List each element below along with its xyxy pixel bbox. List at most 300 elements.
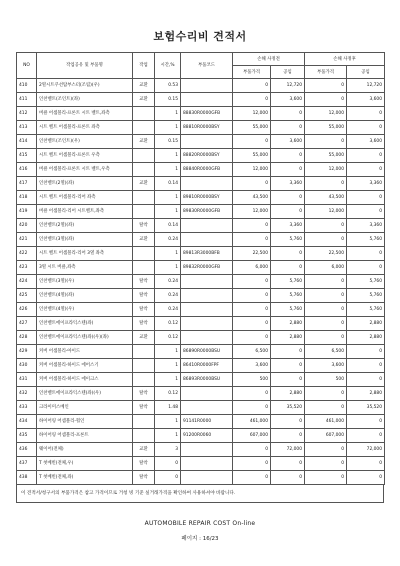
table-cell-l1: 12,720 [271, 79, 305, 93]
table-cell-wt: 0.14 [155, 219, 181, 233]
table-row [17, 205, 385, 219]
table-cell-work: T 첫베빈(전체,좌) [37, 471, 133, 485]
table-cell-no: 415 [17, 149, 37, 163]
table-cell-no: 437 [17, 457, 37, 471]
table-cell-work: 시트 벨트 어셈블리-리어 3열 좌측 [37, 247, 133, 261]
table-cell-work: 인찬벨트(4열)(우) [37, 303, 133, 317]
table-cell-p1: 0 [233, 317, 271, 331]
header-method: 작업 [133, 53, 155, 79]
table-cell-code: 88810R0000BSY [181, 121, 233, 135]
table-cell-no: 413 [17, 121, 37, 135]
table-row [17, 415, 385, 429]
table-cell-code [181, 177, 233, 191]
table-cell-l1: 0 [271, 345, 305, 359]
table-cell-l2: 12,720 [347, 79, 385, 93]
table-cell-p1: 0 [233, 331, 271, 345]
table-cell-method [133, 205, 155, 219]
table-cell-method [133, 429, 155, 443]
table-cell-p1: 22,500 [233, 247, 271, 261]
table-cell-wt: 0 [155, 457, 181, 471]
table-row [17, 359, 385, 373]
table-cell-p2: 12,000 [305, 205, 347, 219]
table-cell-no: 427 [17, 317, 37, 331]
table-row [17, 121, 385, 135]
header-parts-price-after: 부품가격 [305, 66, 347, 79]
table-row [17, 219, 385, 233]
table-cell-method: 탈착 [133, 219, 155, 233]
table-row [17, 135, 385, 149]
table-cell-no: 434 [17, 415, 37, 429]
table-cell-no: 414 [17, 135, 37, 149]
table-cell-qty: 1 [155, 429, 181, 443]
table-cell-method: 탈착 [133, 275, 155, 289]
table-cell-no: 438 [17, 471, 37, 485]
table-cell-p2: 500 [305, 373, 347, 387]
table-cell-code [181, 219, 233, 233]
table-cell-method [133, 373, 155, 387]
table-cell-no: 435 [17, 429, 37, 443]
header-after-adjustment: 손해 사정후 [305, 53, 385, 66]
table-cell-code [181, 233, 233, 247]
table-row [17, 275, 385, 289]
table-cell-l2: 0 [347, 345, 385, 359]
table-cell-code: 88820R0000BSY [181, 149, 233, 163]
table-cell-work: 커버 어셈블리-아이드 [37, 345, 133, 359]
table-cell-p2: 461,000 [305, 415, 347, 429]
table-cell-no: 412 [17, 107, 37, 121]
table-row [17, 345, 385, 359]
table-row [17, 303, 385, 317]
table-cell-work: 3열 시트 버클,좌측 [37, 261, 133, 275]
table-cell-work: T 첫베빈(전체,우) [37, 457, 133, 471]
estimate-rows [17, 79, 385, 485]
table-cell-p1: 0 [233, 79, 271, 93]
table-cell-no: 430 [17, 359, 37, 373]
table-cell-p2: 0 [305, 387, 347, 401]
table-cell-p2: 0 [305, 303, 347, 317]
table-cell-code: 89830R0000GFB [181, 205, 233, 219]
table-row [17, 233, 385, 247]
table-cell-no: 421 [17, 233, 37, 247]
header-row-group [17, 53, 385, 66]
header-work: 작업공유 및 부품명 [37, 53, 133, 79]
table-cell-method [133, 345, 155, 359]
table-cell-qty: 1 [155, 345, 181, 359]
table-cell-p2: 0 [305, 443, 347, 457]
table-cell-method [133, 247, 155, 261]
table-cell-qty: 1 [155, 205, 181, 219]
table-cell-qty: 1 [155, 163, 181, 177]
table-cell-code [181, 317, 233, 331]
table-row [17, 373, 385, 387]
table-cell-l1: 0 [271, 359, 305, 373]
table-row [17, 317, 385, 331]
table-cell-work: 인찬벨트(조인트)(우) [37, 135, 133, 149]
table-cell-no: 428 [17, 331, 37, 345]
table-cell-wt: 0.15 [155, 135, 181, 149]
table-cell-p2: 43,500 [305, 191, 347, 205]
brand-footer: AUTOMOBILE REPAIR COST On-line [144, 520, 256, 527]
table-cell-l2: 0 [347, 471, 385, 485]
table-cell-method [133, 163, 155, 177]
table-cell-code [181, 303, 233, 317]
table-cell-p1: 0 [233, 401, 271, 415]
table-row [17, 107, 385, 121]
table-cell-l2: 0 [347, 121, 385, 135]
table-cell-p1: 0 [233, 303, 271, 317]
table-cell-work: 커버 어셈블리-하이드 에이크스 [37, 373, 133, 387]
table-cell-l2: 5,760 [347, 275, 385, 289]
table-cell-l2: 0 [347, 163, 385, 177]
table-cell-l2: 0 [347, 191, 385, 205]
table-cell-method [133, 121, 155, 135]
table-cell-code: 89813R3000BFB [181, 247, 233, 261]
header-part-code: 부품코드 [181, 53, 233, 79]
table-cell-method: 탈착 [133, 387, 155, 401]
table-cell-method: 교환 [133, 331, 155, 345]
table-cell-qty: 1 [155, 373, 181, 387]
table-cell-l1: 0 [271, 205, 305, 219]
table-cell-l2: 3,600 [347, 135, 385, 149]
table-cell-no: 432 [17, 387, 37, 401]
table-cell-work: 인찬벨트에이프라익스텐(좌)(우)(좌) [37, 331, 133, 345]
table-cell-l1: 5,760 [271, 289, 305, 303]
table-cell-no: 423 [17, 261, 37, 275]
table-cell-code [181, 401, 233, 415]
table-cell-p2: 12,000 [305, 107, 347, 121]
table-cell-l1: 5,760 [271, 303, 305, 317]
table-cell-l2: 0 [347, 261, 385, 275]
table-cell-wt: 0.12 [155, 387, 181, 401]
table-cell-code [181, 387, 233, 401]
table-cell-wt: 0.12 [155, 331, 181, 345]
table-cell-code: 89832R0000GFB [181, 261, 233, 275]
table-cell-p1: 461,000 [233, 415, 271, 429]
table-row [17, 443, 385, 457]
table-cell-no: 433 [17, 401, 37, 415]
table-row [17, 401, 385, 415]
table-cell-wt: 0.24 [155, 303, 181, 317]
table-cell-l2: 0 [347, 415, 385, 429]
table-cell-l1: 3,600 [271, 135, 305, 149]
table-cell-p1: 0 [233, 93, 271, 107]
table-row [17, 457, 385, 471]
table-cell-p2: 22,500 [305, 247, 347, 261]
table-cell-work: 하이어링 어셈블리-휠인 [37, 415, 133, 429]
table-cell-wt: 0.12 [155, 317, 181, 331]
table-cell-p2: 0 [305, 135, 347, 149]
table-cell-l2: 3,360 [347, 219, 385, 233]
table-cell-method: 탈착 [133, 401, 155, 415]
table-cell-l2: 0 [347, 429, 385, 443]
table-cell-work: 버클 어셈블리-리어 시트벨트,좌측 [37, 205, 133, 219]
table-cell-work: 인찬벨트(2열)(좌) [37, 177, 133, 191]
table-cell-l1: 0 [271, 247, 305, 261]
table-cell-method [133, 107, 155, 121]
table-cell-p1: 0 [233, 443, 271, 457]
table-cell-code [181, 471, 233, 485]
table-cell-p1: 43,500 [233, 191, 271, 205]
table-cell-no: 426 [17, 303, 37, 317]
table-cell-work: 인찬벨트에이프라익스텐(좌) [37, 317, 133, 331]
table-cell-p2: 0 [305, 401, 347, 415]
table-cell-p2: 6,000 [305, 261, 347, 275]
table-cell-l1: 0 [271, 121, 305, 135]
table-cell-code: 88830R0000GFB [181, 107, 233, 121]
table-cell-p2: 3,600 [305, 359, 347, 373]
table-cell-no: 420 [17, 219, 37, 233]
table-cell-p2: 0 [305, 289, 347, 303]
table-cell-l1: 3,600 [271, 93, 305, 107]
table-cell-work: 버클 어셈블리-프론트 시트 벨트,좌측 [37, 107, 133, 121]
table-row [17, 93, 385, 107]
table-cell-l1: 0 [271, 373, 305, 387]
table-cell-l1: 35,520 [271, 401, 305, 415]
table-cell-l2: 3,600 [347, 93, 385, 107]
table-cell-p1: 0 [233, 275, 271, 289]
table-row [17, 429, 385, 443]
table-cell-qty: 1 [155, 191, 181, 205]
table-cell-method: 탈착 [133, 471, 155, 485]
table-cell-l1: 2,880 [271, 387, 305, 401]
table-row [17, 471, 385, 485]
header-hours: 시간,% [155, 53, 181, 79]
table-cell-work: 시트 벨트 어셈블리-프론트 우측 [37, 149, 133, 163]
page-number: 페이지 : 16/23 [181, 536, 219, 542]
table-cell-p2: 55,000 [305, 149, 347, 163]
table-cell-code: 86410R0000FPF [181, 359, 233, 373]
table-cell-p1: 12,000 [233, 205, 271, 219]
table-cell-p2: 0 [305, 457, 347, 471]
table-cell-work: 시트 벨트 어셈블리-프론트 좌측 [37, 121, 133, 135]
table-cell-work: 커버 어셈블리-하이드 에어스기 [37, 359, 133, 373]
document-title: 보험수리비 견적서 [153, 30, 247, 43]
table-cell-code: 89810R0000BSY [181, 191, 233, 205]
table-cell-wt: 0.24 [155, 275, 181, 289]
table-cell-l1: 2,880 [271, 317, 305, 331]
table-cell-work: 인찬벨트(조인트)(좌) [37, 93, 133, 107]
table-cell-code: 86890R0000BSU [181, 345, 233, 359]
table-cell-no: 411 [17, 93, 37, 107]
header-no: NO [17, 53, 37, 79]
table-row [17, 79, 385, 93]
table-cell-l1: 0 [271, 261, 305, 275]
table-cell-method: 교환 [133, 443, 155, 457]
table-cell-code: 91141R0000 [181, 415, 233, 429]
table-cell-method [133, 359, 155, 373]
table-cell-qty: 1 [155, 261, 181, 275]
header-labor-after: 공임 [347, 66, 385, 79]
table-cell-p2: 0 [305, 275, 347, 289]
table-cell-work: 인찬벨트(3열)(우) [37, 275, 133, 289]
table-cell-method [133, 191, 155, 205]
table-cell-l1: 2,880 [271, 331, 305, 345]
table-cell-p2: 0 [305, 331, 347, 345]
table-cell-p1: 55,000 [233, 121, 271, 135]
table-row [17, 149, 385, 163]
table-cell-no: 417 [17, 177, 37, 191]
table-cell-p1: 12,000 [233, 163, 271, 177]
table-cell-p1: 12,000 [233, 107, 271, 121]
table-cell-no: 418 [17, 191, 37, 205]
table-cell-qty: 1 [155, 247, 181, 261]
table-cell-work: 인찬벨트(3열)(좌) [37, 233, 133, 247]
table-cell-p1: 55,000 [233, 149, 271, 163]
table-cell-l1: 5,760 [271, 233, 305, 247]
table-cell-p2: 0 [305, 233, 347, 247]
header-before-adjustment: 손해 사정전 [233, 53, 305, 66]
table-cell-l1: 0 [271, 149, 305, 163]
table-cell-code: 91200R0060 [181, 429, 233, 443]
estimate-table [16, 52, 385, 485]
table-cell-no: 424 [17, 275, 37, 289]
table-cell-method: 교환 [133, 135, 155, 149]
table-cell-p1: 3,600 [233, 359, 271, 373]
table-cell-method: 탈착 [133, 457, 155, 471]
table-cell-l2: 5,760 [347, 303, 385, 317]
table-cell-method [133, 149, 155, 163]
table-cell-qty: 1 [155, 107, 181, 121]
table-cell-code [181, 443, 233, 457]
table-cell-no: 425 [17, 289, 37, 303]
header-labor: 공임 [271, 66, 305, 79]
table-cell-p1: 0 [233, 233, 271, 247]
table-cell-l2: 2,880 [347, 331, 385, 345]
table-cell-l1: 0 [271, 107, 305, 121]
table-row [17, 387, 385, 401]
table-cell-l2: 0 [347, 247, 385, 261]
table-cell-l2: 5,760 [347, 289, 385, 303]
table-row [17, 331, 385, 345]
table-cell-no: 431 [17, 373, 37, 387]
table-cell-work: 하이어링 어셈블리-프론트 [37, 429, 133, 443]
table-cell-method: 탈착 [133, 317, 155, 331]
table-cell-p1: 0 [233, 471, 271, 485]
table-cell-p1: 6,000 [233, 261, 271, 275]
table-cell-l1: 0 [271, 457, 305, 471]
header-parts-price: 부품가격 [233, 66, 271, 79]
table-cell-l2: 2,880 [347, 317, 385, 331]
table-cell-method: 교환 [133, 79, 155, 93]
table-cell-no: 429 [17, 345, 37, 359]
table-cell-p1: 500 [233, 373, 271, 387]
table-row [17, 191, 385, 205]
table-cell-method [133, 261, 155, 275]
table-cell-work: 시트 벨트 어셈블리-리어 좌측 [37, 191, 133, 205]
table-cell-p1: 0 [233, 177, 271, 191]
table-cell-l2: 5,760 [347, 233, 385, 247]
table-cell-work: 버클 어셈블리-프론트 시트 벨트,우측 [37, 163, 133, 177]
table-cell-l1: 0 [271, 191, 305, 205]
table-cell-p2: 0 [305, 79, 347, 93]
table-cell-l1: 0 [271, 415, 305, 429]
table-cell-p2: 0 [305, 219, 347, 233]
table-cell-code [181, 79, 233, 93]
table-cell-code [181, 135, 233, 149]
table-cell-p2: 0 [305, 471, 347, 485]
table-cell-work: 인찬벨트(4열)(좌) [37, 289, 133, 303]
table-cell-l2: 0 [347, 457, 385, 471]
table-row [17, 177, 385, 191]
table-cell-l2: 0 [347, 205, 385, 219]
table-cell-l1: 72,000 [271, 443, 305, 457]
table-cell-p2: 0 [305, 317, 347, 331]
table-cell-method: 교환 [133, 233, 155, 247]
table-cell-l1: 0 [271, 163, 305, 177]
table-row [17, 163, 385, 177]
table-cell-code: 86893R0000BSU [181, 373, 233, 387]
table-cell-wt: 0 [155, 471, 181, 485]
table-cell-work: 크라이미스베인 [37, 401, 133, 415]
table-cell-no: 410 [17, 79, 37, 93]
table-cell-qty: 1 [155, 121, 181, 135]
table-cell-p1: 0 [233, 219, 271, 233]
table-cell-no: 422 [17, 247, 37, 261]
table-cell-wt: 1.48 [155, 401, 181, 415]
table-cell-qty: 1 [155, 149, 181, 163]
table-cell-wt: 0.53 [155, 79, 181, 93]
table-cell-l1: 3,360 [271, 219, 305, 233]
table-cell-method: 탈착 [133, 289, 155, 303]
table-cell-code [181, 93, 233, 107]
table-row [17, 289, 385, 303]
table-cell-method [133, 415, 155, 429]
table-cell-method: 교환 [133, 177, 155, 191]
table-cell-work: 인찬벨트(2열)(좌) [37, 219, 133, 233]
table-cell-work: 2열시트쿠션탑부스터(조립)(우) [37, 79, 133, 93]
table-cell-l2: 2,880 [347, 387, 385, 401]
table-cell-qty: 1 [155, 359, 181, 373]
table-cell-method: 교환 [133, 93, 155, 107]
table-cell-l2: 0 [347, 149, 385, 163]
table-cell-code [181, 331, 233, 345]
table-cell-p1: 0 [233, 457, 271, 471]
table-row [17, 247, 385, 261]
table-cell-l2: 35,520 [347, 401, 385, 415]
table-cell-p2: 607,000 [305, 429, 347, 443]
table-cell-p1: 6,500 [233, 345, 271, 359]
table-cell-l1: 5,760 [271, 275, 305, 289]
table-cell-work: 인찬벨트에이프라익스텐(좌)(우) [37, 387, 133, 401]
table-cell-l1: 0 [271, 429, 305, 443]
table-cell-wt: 3 [155, 443, 181, 457]
table-cell-work: 웨이어(전체) [37, 443, 133, 457]
table-cell-wt: 0.15 [155, 93, 181, 107]
table-cell-wt: 0.14 [155, 177, 181, 191]
table-cell-p2: 12,000 [305, 163, 347, 177]
table-cell-l2: 0 [347, 373, 385, 387]
table-cell-wt: 0.24 [155, 233, 181, 247]
table-cell-wt: 0.24 [155, 289, 181, 303]
table-cell-p1: 0 [233, 289, 271, 303]
table-cell-code [181, 275, 233, 289]
table-cell-p2: 6,500 [305, 345, 347, 359]
table-cell-p2: 55,000 [305, 121, 347, 135]
table-cell-l1: 0 [271, 471, 305, 485]
table-cell-p1: 0 [233, 135, 271, 149]
table-cell-qty: 1 [155, 415, 181, 429]
table-cell-method: 탈착 [133, 303, 155, 317]
table-cell-code [181, 289, 233, 303]
disclaimer-note: 이 견적서/청구서의 부품가격은 참고 가격이므로 거청 빙 기준 실거래가격을 확인하여 사용하셔야 바랍니다. [16, 484, 384, 503]
table-cell-p2: 0 [305, 93, 347, 107]
table-cell-p1: 0 [233, 387, 271, 401]
table-cell-l2: 3,360 [347, 177, 385, 191]
table-cell-code: 88840R0000GFB [181, 163, 233, 177]
table-cell-l2: 72,000 [347, 443, 385, 457]
table-row [17, 261, 385, 275]
table-cell-no: 419 [17, 205, 37, 219]
